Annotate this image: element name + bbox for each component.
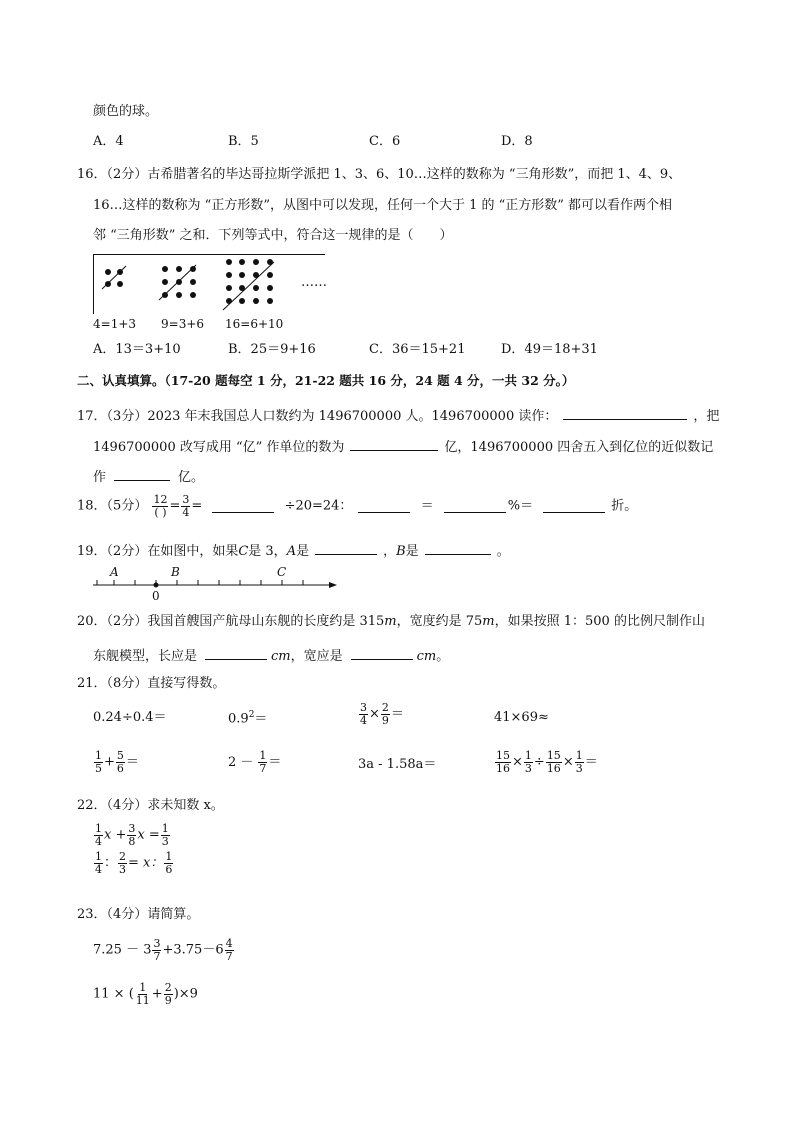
q20-text-1c: ，如果按照 1：500 的比例尺制作山 bbox=[494, 614, 705, 629]
q19-text-d: ， bbox=[383, 544, 397, 559]
q17-text-3b: 亿。 bbox=[178, 470, 205, 485]
dot bbox=[253, 259, 259, 265]
dot bbox=[176, 292, 182, 298]
numerator: 1 bbox=[139, 981, 147, 994]
section-2-heading: 二、认真填算。（17-20 题每空 1 分，21-22 题共 16 分，24 题 4 分，一共 32 分。） bbox=[77, 373, 575, 388]
equals: = bbox=[191, 498, 203, 514]
term: )×9 bbox=[173, 986, 198, 1002]
ratio-sign: ： bbox=[104, 855, 118, 871]
q19-text-c: 是 bbox=[296, 544, 310, 559]
q19-text-b: 是 3， bbox=[248, 544, 287, 559]
q20-blank-width[interactable] bbox=[351, 646, 413, 660]
q19-blank-a[interactable] bbox=[315, 541, 377, 555]
q20-unit-m: m bbox=[384, 614, 397, 629]
q18-blank-3[interactable] bbox=[444, 499, 506, 513]
q19-blank-b[interactable] bbox=[425, 541, 491, 555]
q16-line3: 邻 “三角形数” 之和．下列等式中，符合这一规律的是（ ） bbox=[93, 228, 453, 243]
q16-option-a[interactable]: A．13＝3+10 bbox=[93, 342, 181, 357]
denominator: 4 bbox=[182, 505, 190, 519]
denominator: 16 bbox=[496, 761, 510, 775]
q17-text-1b: ，把 bbox=[693, 409, 720, 424]
q17-blank-read[interactable] bbox=[563, 406, 687, 420]
denominator: 5 bbox=[95, 761, 102, 775]
denominator: 4 bbox=[95, 834, 102, 848]
operator: × bbox=[369, 706, 380, 722]
operator: ÷ bbox=[533, 754, 545, 770]
numerator: 12 bbox=[153, 493, 168, 506]
q15-option-b[interactable]: B．5 bbox=[228, 134, 259, 149]
dot bbox=[253, 298, 259, 304]
q20-unit-m: m bbox=[482, 614, 495, 629]
q17-blank-yi[interactable] bbox=[350, 437, 438, 451]
numerator: 1 bbox=[524, 749, 532, 762]
dot bbox=[176, 266, 182, 272]
dot bbox=[176, 279, 182, 285]
number-line-axis bbox=[93, 573, 343, 599]
numerator: 4 bbox=[225, 937, 233, 950]
dot bbox=[253, 285, 259, 291]
figure-ellipsis: …… bbox=[301, 275, 327, 290]
q15-option-a[interactable]: A．4 bbox=[93, 134, 124, 149]
term: +3.75－6 bbox=[162, 942, 224, 958]
operator: × bbox=[562, 754, 574, 770]
equals: ＝ bbox=[268, 754, 282, 770]
q15-option-d[interactable]: D．8 bbox=[501, 134, 533, 149]
q16-square-numbers-figure bbox=[93, 254, 333, 334]
dot bbox=[267, 259, 273, 265]
q19-line bbox=[77, 541, 510, 558]
q23-expression-1 bbox=[93, 938, 235, 962]
q18-prefix: 18．（5分） bbox=[77, 498, 148, 514]
q16-line1: 16．（2分）古希腊著名的毕达哥拉斯学派把 1、3、6、10…这样的数称为 “三角形数”，而把 1、4、9、 bbox=[77, 167, 682, 182]
q19-text-f: 。 bbox=[496, 544, 510, 559]
base: 0.9 bbox=[228, 711, 249, 727]
numerator: 1 bbox=[161, 822, 169, 835]
numerator: 3 bbox=[182, 493, 190, 506]
denominator: 16 bbox=[546, 761, 561, 775]
q18-div-text: ÷20=24： bbox=[284, 498, 353, 514]
denominator: 11 bbox=[135, 993, 150, 1007]
numerator: 2 bbox=[164, 981, 172, 994]
denominator: 8 bbox=[128, 834, 136, 848]
q15-option-c[interactable]: C．6 bbox=[369, 134, 401, 149]
q17-text-3a: 作 bbox=[93, 470, 107, 485]
dot bbox=[162, 279, 168, 285]
exponent: 2 bbox=[248, 710, 255, 720]
equals: ＝ bbox=[254, 711, 268, 727]
q21-r2c2 bbox=[228, 750, 281, 774]
dot bbox=[226, 285, 232, 291]
q21-r2c3: 3a - 1.58a＝ bbox=[358, 757, 437, 772]
equals: ＝ bbox=[420, 498, 434, 514]
q18-fraction-12 bbox=[152, 494, 168, 518]
q22-equation-1 bbox=[93, 823, 171, 847]
numerator: 3 bbox=[128, 822, 136, 835]
dot bbox=[267, 298, 273, 304]
q23-heading: 23．（4分）请简算。 bbox=[77, 907, 200, 922]
q19-number-line bbox=[93, 563, 343, 603]
denominator-blank[interactable]: ( ) bbox=[154, 505, 167, 519]
denominator: 6 bbox=[165, 862, 173, 876]
denominator: 3 bbox=[524, 761, 532, 775]
q17-line1 bbox=[77, 406, 719, 423]
q19-var-b: B bbox=[396, 544, 406, 559]
dot bbox=[226, 259, 232, 265]
numerator: 15 bbox=[496, 749, 510, 762]
denominator: 3 bbox=[575, 761, 583, 775]
numerator: 3 bbox=[153, 937, 161, 950]
dot bbox=[239, 259, 245, 265]
numerator: 1 bbox=[95, 822, 102, 835]
numerator: 3 bbox=[360, 701, 367, 714]
number-line-label-b: B bbox=[171, 565, 180, 579]
equals: = bbox=[169, 498, 181, 514]
q17-blank-approx[interactable] bbox=[114, 467, 170, 481]
q18-blank-4[interactable] bbox=[543, 499, 605, 513]
q16-line2: 16…这样的数称为 “正方形数”，从图中可以发现，任何一个大于 1 的 “正方形数” 都可以看作两个相 bbox=[93, 198, 673, 213]
numerator: 1 bbox=[165, 850, 173, 863]
q16-option-c[interactable]: C．36＝15+21 bbox=[369, 342, 466, 357]
number-line-label-a: A bbox=[110, 565, 119, 579]
number-line-label-c: C bbox=[277, 565, 287, 579]
figure-label-9: 9=3+6 bbox=[161, 317, 205, 331]
dot bbox=[162, 266, 168, 272]
q21-r1c3 bbox=[358, 702, 404, 726]
q20-unit-cm: cm bbox=[416, 649, 437, 664]
q19-text-e: 是 bbox=[405, 544, 419, 559]
minuend: 2 － bbox=[228, 754, 254, 770]
q17-line3 bbox=[93, 467, 204, 484]
numerator: 5 bbox=[116, 749, 124, 762]
q18-discount-text: 折。 bbox=[611, 498, 638, 514]
q20-blank-length[interactable] bbox=[205, 646, 267, 660]
q17-line2 bbox=[93, 437, 713, 454]
operator: + bbox=[104, 754, 115, 770]
dot bbox=[239, 285, 245, 291]
figure-label-16: 16=6+10 bbox=[225, 317, 284, 331]
operator: × bbox=[512, 754, 523, 770]
q19-var-c: C bbox=[238, 544, 249, 559]
q19-var-a: A bbox=[286, 544, 297, 559]
term: 7.25 － 3 bbox=[93, 942, 152, 958]
q21-r2c1 bbox=[93, 750, 139, 774]
dot bbox=[162, 292, 168, 298]
dot bbox=[190, 292, 196, 298]
q18-percent-text: %＝ bbox=[507, 498, 534, 514]
q16-option-d[interactable]: D．49＝18+31 bbox=[501, 342, 598, 357]
q17-text-1a: 17．（3分）2023 年末我国总人口数约为 1496700000 人。1496700000 读作： bbox=[77, 409, 558, 424]
q22-equation-2 bbox=[93, 851, 174, 875]
denominator: 7 bbox=[225, 949, 233, 963]
q20-text-2a: 东舰模型，长应是 bbox=[93, 649, 198, 664]
numerator: 15 bbox=[546, 749, 561, 762]
numerator: 1 bbox=[259, 749, 267, 762]
q20-unit-cm: cm bbox=[271, 649, 291, 664]
figure-diagonal-lines bbox=[93, 254, 333, 314]
denominator: 9 bbox=[164, 993, 172, 1007]
q21-heading: 21．（8分）直接写得数。 bbox=[77, 676, 226, 691]
q18-line bbox=[77, 494, 637, 518]
denominator: 6 bbox=[116, 761, 124, 775]
equals: ＝ bbox=[584, 754, 598, 770]
dot bbox=[267, 272, 273, 278]
q21-r1c1: 0.24÷0.4＝ bbox=[93, 710, 167, 725]
q18-blank-2[interactable] bbox=[358, 499, 410, 513]
q20-text-1a: 20．（2分）我国首艘国产航母山东舰的长度约是 315 bbox=[77, 614, 385, 629]
dot bbox=[267, 285, 273, 291]
q20-line1 bbox=[77, 615, 705, 628]
q17-text-2a: 1496700000 改写成用 “亿” 作单位的数为 bbox=[93, 440, 345, 455]
q15-tail-text: 颜色的球。 bbox=[93, 104, 159, 119]
term: 11 × ( bbox=[93, 986, 134, 1002]
q23-expression-2 bbox=[93, 982, 198, 1006]
denominator: 3 bbox=[161, 834, 169, 848]
equals: ＝ bbox=[390, 706, 404, 722]
q16-option-b[interactable]: B．25＝9+16 bbox=[228, 342, 316, 357]
q20-text-2c: 。 bbox=[436, 649, 450, 664]
q20-text-2b: ，宽应是 bbox=[290, 649, 343, 664]
q17-text-2b: 亿，1496700000 四舍五入到亿位的近似数记 bbox=[444, 440, 714, 455]
denominator: 7 bbox=[259, 761, 267, 775]
dot bbox=[239, 298, 245, 304]
denominator: 9 bbox=[381, 713, 389, 727]
q21-r2c4 bbox=[494, 750, 598, 774]
q22-heading: 22．（4分）求未知数 x。 bbox=[77, 798, 224, 813]
number-line-zero: 0 bbox=[152, 589, 160, 603]
term: = x： bbox=[128, 855, 164, 871]
q20-line2 bbox=[93, 646, 449, 663]
numerator: 2 bbox=[381, 701, 389, 714]
numerator: 1 bbox=[575, 749, 583, 762]
q18-fraction-3-4 bbox=[181, 494, 190, 518]
denominator: 4 bbox=[360, 713, 367, 727]
dot bbox=[226, 298, 232, 304]
numerator: 1 bbox=[95, 850, 102, 863]
q21-r1c2 bbox=[228, 711, 267, 725]
equals: ＝ bbox=[125, 754, 139, 770]
term: x + bbox=[104, 827, 127, 843]
dot bbox=[226, 272, 232, 278]
numerator: 2 bbox=[119, 850, 127, 863]
q18-blank-1[interactable] bbox=[212, 499, 274, 513]
denominator: 7 bbox=[153, 949, 161, 963]
q21-r1c4: 41×69≈ bbox=[494, 710, 549, 725]
figure-label-4: 4=1+3 bbox=[93, 317, 137, 331]
dot bbox=[190, 279, 196, 285]
dot bbox=[239, 272, 245, 278]
denominator: 4 bbox=[95, 862, 102, 876]
dot bbox=[253, 272, 259, 278]
operator: + bbox=[151, 986, 163, 1002]
denominator: 3 bbox=[119, 862, 127, 876]
q19-text-a: 19．（2分）在如图中，如果 bbox=[77, 544, 239, 559]
dot bbox=[190, 266, 196, 272]
term: x = bbox=[137, 827, 160, 843]
q20-text-1b: ，宽度约是 75 bbox=[396, 614, 483, 629]
numerator: 1 bbox=[95, 749, 102, 762]
